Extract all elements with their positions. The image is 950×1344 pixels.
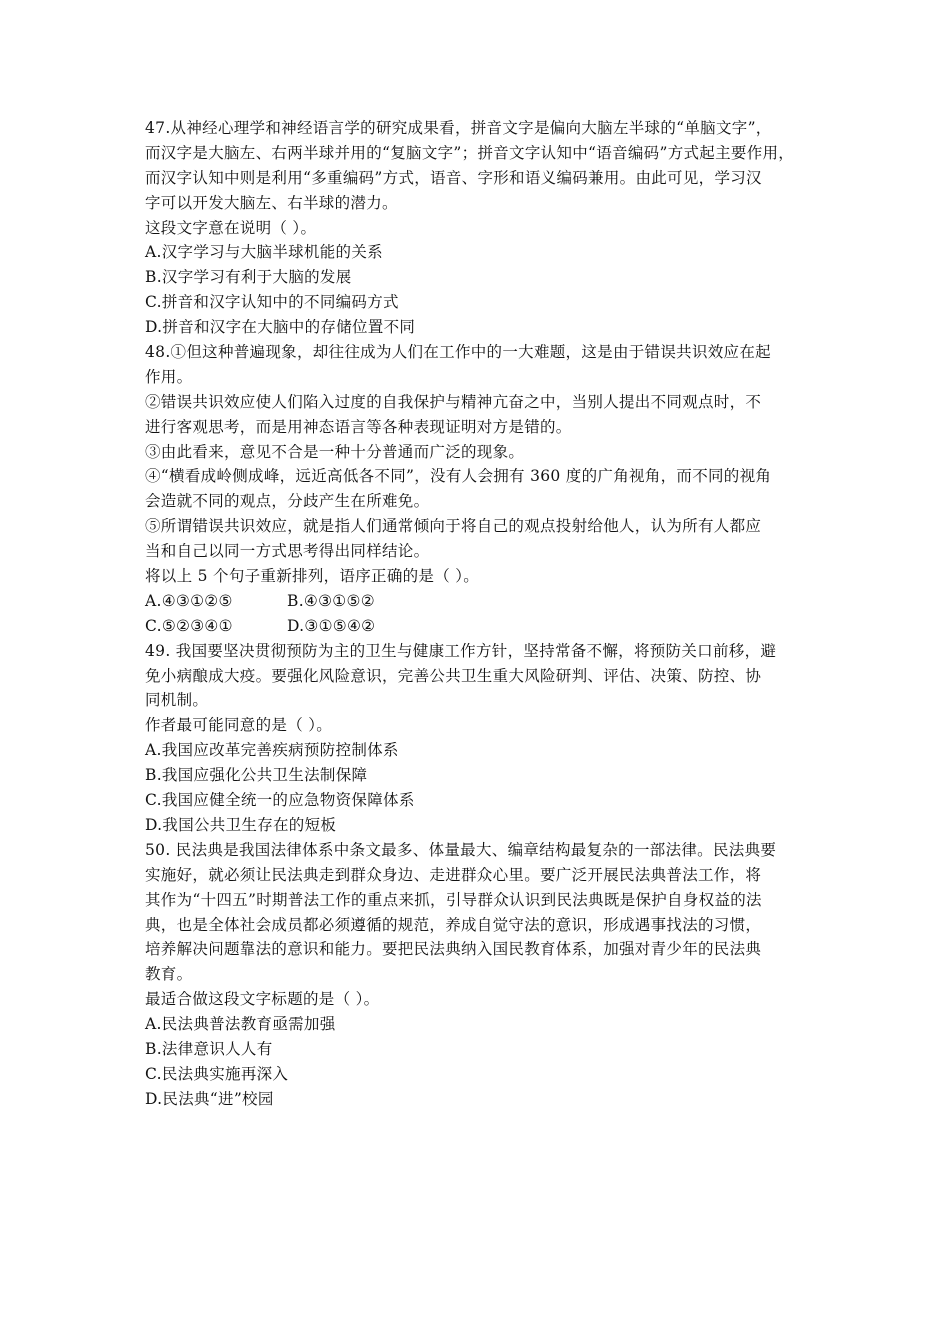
q49-stem-line: 免小病酿成大疫。要强化风险意识，完善公共卫生重大风险研判、评估、决策、防控、协: [145, 666, 762, 685]
q50-stem-line: 其作为“十四五”时期普法工作的重点来抓，引导群众认识到民法典既是保护自身权益的法: [145, 890, 762, 909]
q49-prompt: 作者最可能同意的是（ ）。: [145, 716, 333, 735]
q48-stem-line: 当和自己以同一方式思考得出同样结论。: [145, 542, 430, 561]
q48-stem-line: ⑤所谓错误共识效应，就是指人们通常倾向于将自己的观点投射给他人，认为所有人都应: [145, 517, 762, 536]
q48-option-a: A.④③①②⑤: [145, 591, 233, 610]
question-49: [145, 639, 825, 838]
q48-prompt: 将以上 5 个句子重新排列，语序正确的是（ ）。: [145, 567, 480, 586]
question-50: [145, 838, 825, 1112]
q50-option-b: B.法律意识人人有: [145, 1039, 273, 1058]
q47-stem-line: 47.从神经心理学和神经语言学的研究成果看，拼音文字是偏向大脑左半球的“单脑文字”，: [145, 119, 772, 137]
q48-stem-line: ④“横看成岭侧成峰，远近高低各不同”，没有人会拥有 360 度的广角视角，而不同的视角: [145, 467, 772, 486]
q47-stem-line: 字可以开发大脑左、右半球的潜力。: [145, 193, 398, 212]
q49-stem-line: 49. 我国要坚决贯彻预防为主的卫生与健康工作方针，坚持常备不懈，将预防关口前移，避: [145, 641, 777, 660]
q48-option-c: C.⑤②③④①: [145, 616, 233, 635]
document-page: [145, 116, 825, 1112]
q50-option-d: D.民法典“进”校园: [145, 1089, 274, 1108]
q47-stem-line: 而汉字认知中则是利用“多重编码”方式，语音、字形和语义编码兼用。由此可见，学习汉: [145, 168, 762, 187]
q47-option-c: C.拼音和汉字认知中的不同编码方式: [145, 293, 399, 312]
q47-option-a: A.汉字学习与大脑半球机能的关系: [145, 243, 383, 262]
q48-stem-line: 48.①但这种普遍现象，却往往成为人们在工作中的一大难题，这是由于错误共识效应在起: [145, 343, 771, 362]
q49-stem-line: 同机制。: [145, 691, 209, 710]
q50-option-a: A.民法典普法教育亟需加强: [145, 1015, 336, 1034]
q49-option-d: D.我国公共卫生存在的短板: [145, 815, 337, 834]
q50-option-c: C.民法典实施再深入: [145, 1064, 289, 1083]
q49-option-c: C.我国应健全统一的应急物资保障体系: [145, 791, 415, 810]
q50-stem-line: 50. 民法典是我国法律体系中条文最多、体量最大、编章结构最复杂的一部法律。民法典要: [145, 840, 777, 859]
q50-prompt: 最适合做这段文字标题的是（ ）。: [145, 990, 380, 1009]
q48-stem-line: 作用。: [145, 367, 193, 386]
q48-options-row-1: [145, 589, 825, 614]
q48-stem-line: ③由此看来，意见不合是一种十分普通而广泛的现象。: [145, 442, 525, 461]
q48-options-row-2: [145, 614, 825, 639]
question-48: [145, 340, 825, 639]
q49-option-a: A.我国应改革完善疾病预防控制体系: [145, 741, 399, 760]
q50-stem-line: 教育。: [145, 965, 193, 984]
q50-stem-line: 实施好，就必须让民法典走到群众身边、走进群众心里。要广泛开展民法典普法工作，将: [145, 865, 762, 884]
q50-stem-line: 典，也是全体社会成员都必须遵循的规范，养成自觉守法的意识，形成遇事找法的习惯，: [145, 915, 762, 934]
q48-stem-line: 会造就不同的观点，分歧产生在所难免。: [145, 492, 430, 511]
q48-option-d: D.③①⑤④②: [287, 616, 376, 635]
q48-stem-line: ②错误共识效应使人们陷入过度的自我保护与精神亢奋之中，当别人提出不同观点时，不: [145, 392, 762, 411]
q48-stem-line: 进行客观思考，而是用神态语言等各种表现证明对方是错的。: [145, 417, 572, 436]
q49-option-b: B.我国应强化公共卫生法制保障: [145, 766, 368, 785]
question-47: [145, 116, 825, 340]
q47-stem-line: 而汉字是大脑左、右两半球并用的“复脑文字”；拼音文字认知中“语音编码”方式起主要作用，: [145, 143, 795, 162]
q47-option-b: B.汉字学习有利于大脑的发展: [145, 268, 352, 287]
q48-option-b: B.④③①⑤②: [287, 591, 375, 610]
q50-stem-line: 培养解决问题靠法的意识和能力。要把民法典纳入国民教育体系，加强对青少年的民法典: [145, 940, 762, 959]
q47-option-d: D.拼音和汉字在大脑中的存储位置不同: [145, 318, 416, 337]
q47-prompt: 这段文字意在说明（ ）。: [145, 218, 317, 237]
